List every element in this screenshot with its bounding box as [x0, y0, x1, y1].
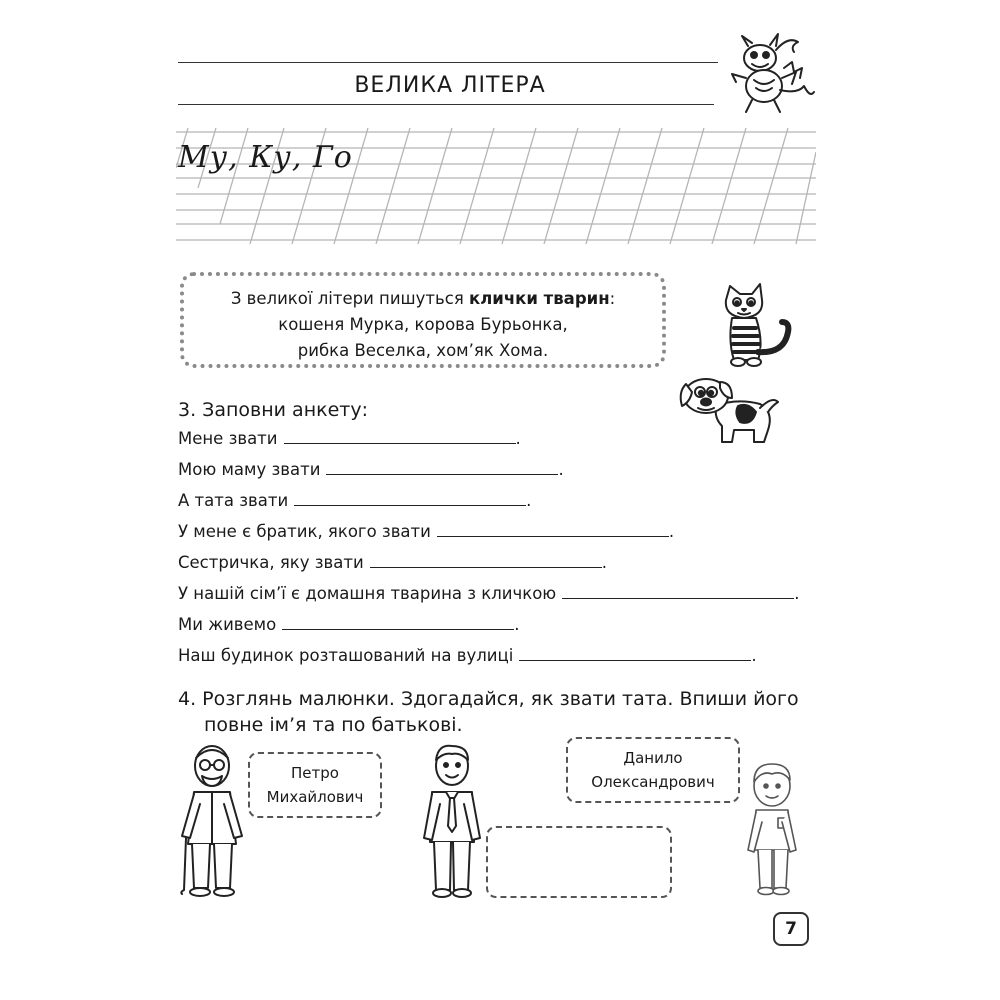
- form-label: Мою маму звати: [178, 460, 321, 479]
- form-label: Наш будинок розташований на вулиці: [178, 646, 514, 665]
- answer-blank[interactable]: [294, 491, 526, 506]
- form-label: Сестричка, яку звати: [178, 553, 364, 572]
- dragon-icon: [718, 28, 818, 118]
- rule-line-2: кошеня Мурка, корова Бурьонка,: [278, 315, 568, 334]
- form-row-name: Мене звати .: [178, 429, 521, 448]
- form-label: У мене є братик, якого звати: [178, 522, 431, 541]
- form-row-mother: Мою маму звати .: [178, 460, 564, 479]
- grandfather-first-name: Петро: [291, 764, 339, 782]
- header-bottom-line: [178, 104, 714, 105]
- form-label: А тата звати: [178, 491, 289, 510]
- form-label: У нашій сім’ї є домашня тварина з кличкою: [178, 584, 557, 603]
- answer-blank[interactable]: [519, 646, 751, 661]
- answer-blank[interactable]: [437, 522, 669, 537]
- answer-blank[interactable]: [562, 584, 794, 599]
- form-row-street: Наш будинок розташований на вулиці .: [178, 646, 757, 665]
- form-row-sister: Сестричка, яку звати .: [178, 553, 607, 572]
- answer-blank[interactable]: [282, 615, 514, 630]
- task-3-title: 3. Заповни анкету:: [178, 399, 368, 421]
- form-row-city: Ми живемо .: [178, 615, 520, 634]
- form-row-pet: У нашій сім’ї є домашня тварина з кличкою .: [178, 584, 800, 603]
- form-row-father: А тата звати .: [178, 491, 532, 510]
- rule-line-1: З великої літери пишуться клички тварин:: [230, 289, 616, 308]
- page-title: ВЕЛИКА ЛІТЕРА: [354, 73, 546, 98]
- answer-blank[interactable]: [284, 429, 516, 444]
- task-4-text: [178, 686, 818, 738]
- cursive-sample: Му, Ку, Го: [178, 140, 353, 175]
- father-figure: [416, 740, 488, 900]
- task-4-line-2: повне ім’я та по батькові.: [204, 714, 463, 736]
- cat-icon: [718, 282, 802, 368]
- son-first-name: Данило: [623, 749, 683, 767]
- page-number: 7: [773, 912, 809, 946]
- form-label: Мене звати: [178, 429, 278, 448]
- grandfather-name-box: [248, 752, 382, 818]
- son-name-box: [566, 737, 740, 803]
- answer-blank[interactable]: [326, 460, 558, 475]
- dog-icon: [676, 372, 784, 448]
- form-label: Ми живемо: [178, 615, 277, 634]
- son-patronymic: Олександрович: [591, 773, 715, 791]
- boy-figure: [740, 760, 806, 900]
- rule-line-3: рибка Веселка, хом’як Хома.: [297, 341, 549, 360]
- task-4-line-1: 4. Розглянь малюнки. Здогадайся, як звати тата. Впиши його: [178, 688, 799, 710]
- father-name-box[interactable]: [486, 826, 672, 898]
- rule-box: [180, 272, 666, 368]
- grandfather-patronymic: Михайлович: [266, 788, 364, 806]
- form-row-brother: У мене є братик, якого звати .: [178, 522, 675, 541]
- grandfather-figure: [176, 740, 248, 900]
- header-top-line: [178, 62, 718, 63]
- answer-blank[interactable]: [370, 553, 602, 568]
